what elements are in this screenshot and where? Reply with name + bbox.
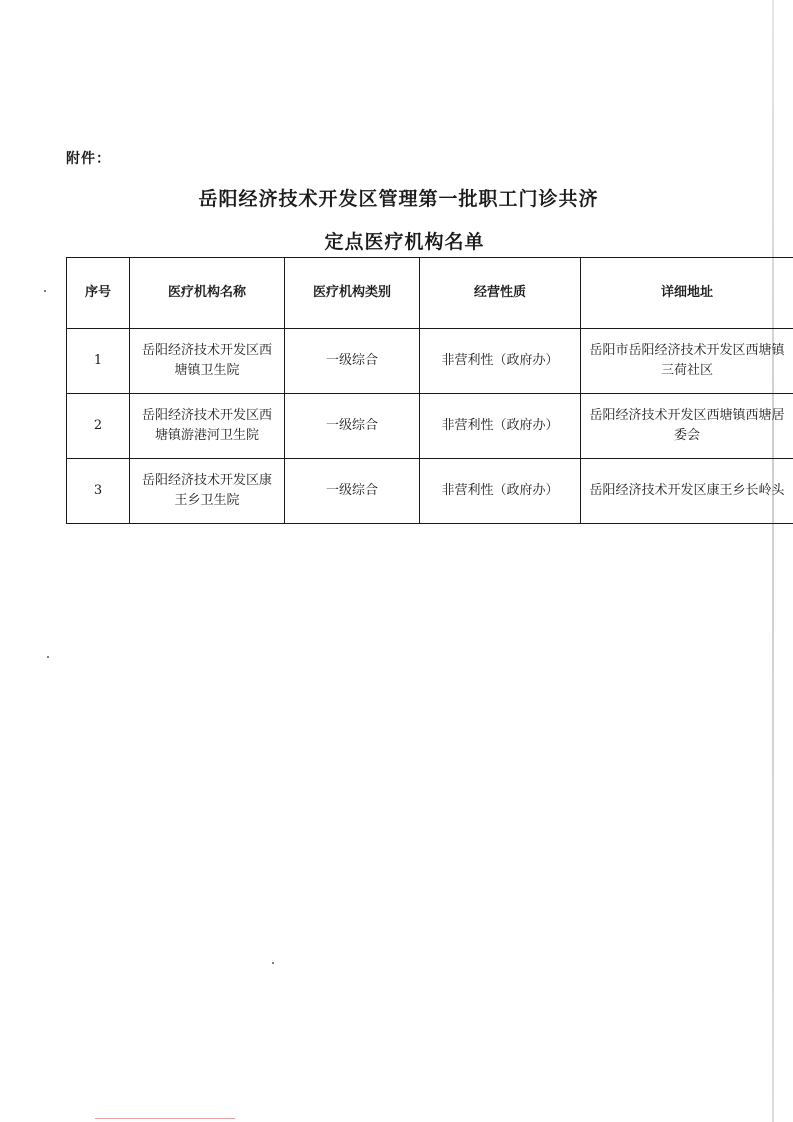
scan-bottom-mark	[95, 1118, 235, 1119]
scan-page-edge	[772, 0, 774, 1122]
scan-speck	[44, 290, 46, 292]
cell-address: 岳阳经济技术开发区康王乡长岭头	[581, 459, 793, 524]
cell-nature: 非营利性（政府办）	[420, 394, 581, 459]
table-row	[67, 394, 793, 459]
cell-name: 岳阳经济技术开发区西塘镇游港河卫生院	[130, 394, 285, 459]
cell-nature: 非营利性（政府办）	[420, 329, 581, 394]
cell-seq: 1	[67, 329, 130, 394]
attachment-label: 附件：	[66, 151, 111, 167]
table-row	[67, 459, 793, 524]
cell-type: 一级综合	[285, 329, 420, 394]
cell-name: 岳阳经济技术开发区康王乡卫生院	[130, 459, 285, 524]
scan-speck	[272, 962, 274, 964]
cell-address: 岳阳市岳阳经济技术开发区西塘镇三荷社区	[581, 329, 793, 394]
cell-seq: 2	[67, 394, 130, 459]
header-seq: 序号	[67, 258, 130, 329]
cell-type: 一级综合	[285, 394, 420, 459]
cell-nature: 非营利性（政府办）	[420, 459, 581, 524]
cell-seq: 3	[67, 459, 130, 524]
header-name: 医疗机构名称	[130, 258, 285, 329]
institution-table	[66, 257, 793, 524]
table-row	[67, 329, 793, 394]
header-type: 医疗机构类别	[285, 258, 420, 329]
header-nature: 经营性质	[420, 258, 581, 329]
document-title-line-2: 定点医疗机构名单	[324, 231, 485, 253]
cell-type: 一级综合	[285, 459, 420, 524]
cell-name: 岳阳经济技术开发区西塘镇卫生院	[130, 329, 285, 394]
header-address: 详细地址	[581, 258, 793, 329]
table-header-row	[67, 258, 793, 329]
cell-address: 岳阳经济技术开发区西塘镇西塘居委会	[581, 394, 793, 459]
scan-speck	[47, 656, 49, 658]
document-title-line-1: 岳阳经济技术开发区管理第一批职工门诊共济	[198, 188, 599, 210]
